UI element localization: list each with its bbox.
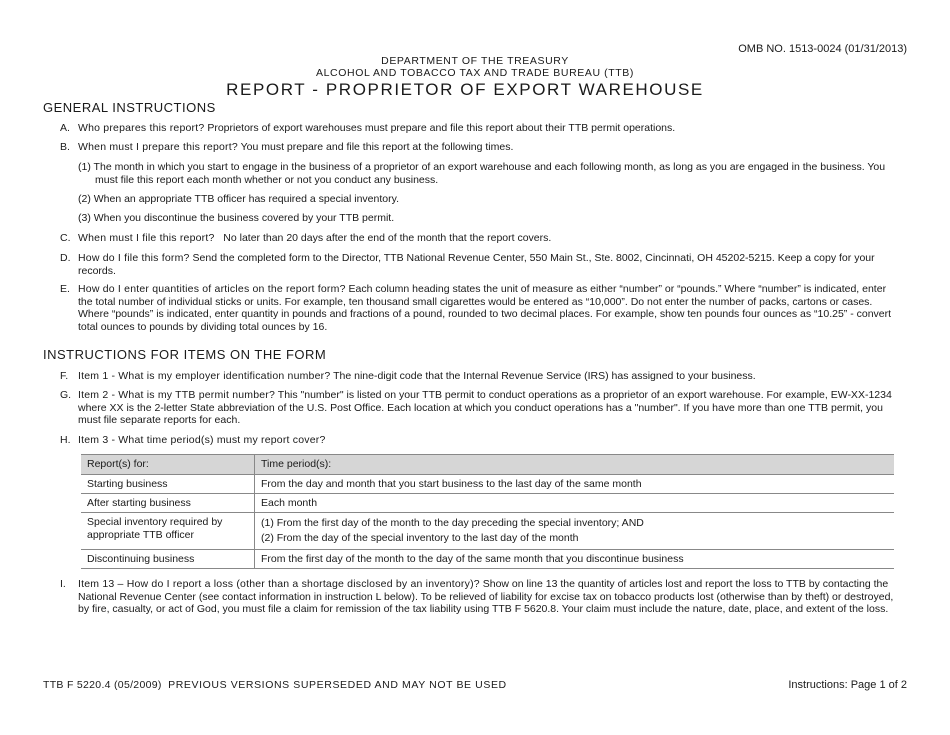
sub-item-text: (2) When an appropriate TTB officer has required a special inventory. xyxy=(78,193,399,205)
instruction-question: Item 1 - What is my employer identification number? xyxy=(78,370,331,382)
instruction-question: Who prepares this report? xyxy=(78,122,205,134)
instruction-g xyxy=(60,389,895,427)
instruction-text: You must prepare and file this report at the following times. xyxy=(237,141,514,153)
instruction-question: Item 3 - What time period(s) must my report cover? xyxy=(78,434,326,446)
instruction-h xyxy=(60,434,895,447)
period-line-1: (1) From the first day of the month to the day preceding the special inventory; AND xyxy=(261,517,644,529)
instruction-label: F. xyxy=(60,370,69,382)
time-period-table xyxy=(81,454,894,569)
instruction-question: How do I enter quantities of articles on the report form? xyxy=(78,283,346,295)
instruction-f xyxy=(60,370,895,383)
table-row xyxy=(81,475,894,494)
sub-item-text: (3) When you discontinue the business covered by your TTB permit. xyxy=(78,212,395,224)
department-name: DEPARTMENT OF THE TREASURY xyxy=(381,55,569,67)
page-indicator: Instructions: Page 1 of 2 xyxy=(788,679,907,691)
instruction-question: Item 2 - What is my TTB permit number? xyxy=(78,389,276,401)
column-header-report: Report(s) for: xyxy=(81,455,255,475)
instruction-label: A. xyxy=(60,122,70,134)
instruction-b-2 xyxy=(78,193,898,206)
form-title: REPORT - PROPRIETOR OF EXPORT WAREHOUSE xyxy=(226,80,704,99)
table-header-row xyxy=(81,455,894,475)
general-instructions-heading: GENERAL INSTRUCTIONS xyxy=(43,100,216,115)
instruction-text: Proprietors of export warehouses must prepare and file this report about their TTB permit operations. xyxy=(204,122,676,134)
superseded-notice: PREVIOUS VERSIONS SUPERSEDED AND MAY NOT BE USED xyxy=(168,679,507,691)
instruction-text: This "number" is listed on your TTB permit to conduct operations as a proprietor of an export warehouse. For example, EW-XX-1234 where XX is the 2-letter State abbreviation of the U.S. Post Office. Each location at which you conduct operations has a "number". If you have more than one TTB permit, you must file separate reports for each. xyxy=(78,389,892,427)
instruction-a xyxy=(60,122,895,135)
table-row xyxy=(81,550,894,569)
instruction-label: C. xyxy=(60,232,71,244)
instruction-c xyxy=(60,232,895,245)
instruction-e xyxy=(60,283,895,333)
instruction-question: When must I prepare this report? xyxy=(78,141,238,153)
sub-item-text: (1) The month in which you start to engage in the business of a proprietor of an export warehouse and each following month, as long as you are engaged in the business. You must file this report each month whether or not you conduct any business. xyxy=(78,161,886,186)
instruction-question: When must I file this report? xyxy=(78,232,215,244)
period-cell: From the first day of the month to the day of the same month that you discontinue business xyxy=(255,550,895,569)
report-cell: Special inventory required by appropriate TTB officer xyxy=(81,513,255,550)
instruction-text: Send the completed form to the Director, TTB National Revenue Center, 550 Main St., Ste. 8002, Cincinnati, OH 45202-5215. Keep a copy for your records. xyxy=(78,252,875,277)
instruction-label: I. xyxy=(60,578,66,590)
omb-number: OMB NO. 1513-0024 (01/31/2013) xyxy=(738,43,907,55)
instruction-b xyxy=(60,141,895,154)
instruction-question: How do I file this form? xyxy=(78,252,190,264)
instruction-b-3 xyxy=(78,212,898,225)
instruction-label: B. xyxy=(60,141,70,153)
report-cell: Discontinuing business xyxy=(81,550,255,569)
form-number: TTB F 5220.4 (05/2009) xyxy=(43,679,162,691)
instruction-label: D. xyxy=(60,252,71,264)
instruction-text: No later than 20 days after the end of the month that the report covers. xyxy=(214,232,552,244)
period-cell: From the day and month that you start business to the last day of the same month xyxy=(255,475,895,494)
items-instructions-heading: INSTRUCTIONS FOR ITEMS ON THE FORM xyxy=(43,347,327,362)
instruction-text: The nine-digit code that the Internal Revenue Service (IRS) has assigned to your business. xyxy=(330,370,756,382)
form-number-footer xyxy=(43,679,507,691)
table-row xyxy=(81,513,894,550)
table-row xyxy=(81,494,894,513)
bureau-name: ALCOHOL AND TOBACCO TAX AND TRADE BUREAU (TTB) xyxy=(316,67,634,79)
instruction-d xyxy=(60,252,895,277)
report-cell: After starting business xyxy=(81,494,255,513)
period-line-2: (2) From the day of the special inventory to the last day of the month xyxy=(261,532,579,544)
instruction-b-1 xyxy=(78,161,898,186)
instruction-question: Item 13 – How do I report a loss (other than a shortage disclosed by an inventory)? xyxy=(78,578,480,590)
period-cell: Each month xyxy=(255,494,895,513)
column-header-period: Time period(s): xyxy=(255,455,895,475)
instruction-text: Each column heading states the unit of measure as either “number” or “pounds.” Where “number” is indicated, enter the total number of individual sticks or units. For example, ten thousand small cigarettes would be entered as “10,000”. Do not enter the number of packs, cartons or cases. Where “pounds” is indicated, enter quantity in pounds and fractions of a pound, rounded to two decimal places. For example, show ten pounds four ounces as “10.25” - convert total ounces to pounds by dividing total ounces by 16. xyxy=(78,283,892,333)
instruction-label: E. xyxy=(60,283,70,295)
period-cell xyxy=(255,513,895,550)
instruction-i xyxy=(60,578,895,616)
report-cell: Starting business xyxy=(81,475,255,494)
instruction-label: H. xyxy=(60,434,71,446)
instruction-text: Show on line 13 the quantity of articles lost and report the loss to TTB by contacting the National Revenue Center (see contact information in instruction L below). To be relieved of liability for excise tax on tobacco products lost (otherwise than by theft) or destroyed, by fire, casualty, or act of God, you must file a claim for remission of the tax liability using TTB F 5620.8. Your claim must include the nature, date, place, and extent of the loss. xyxy=(78,578,894,616)
instruction-label: G. xyxy=(60,389,72,401)
